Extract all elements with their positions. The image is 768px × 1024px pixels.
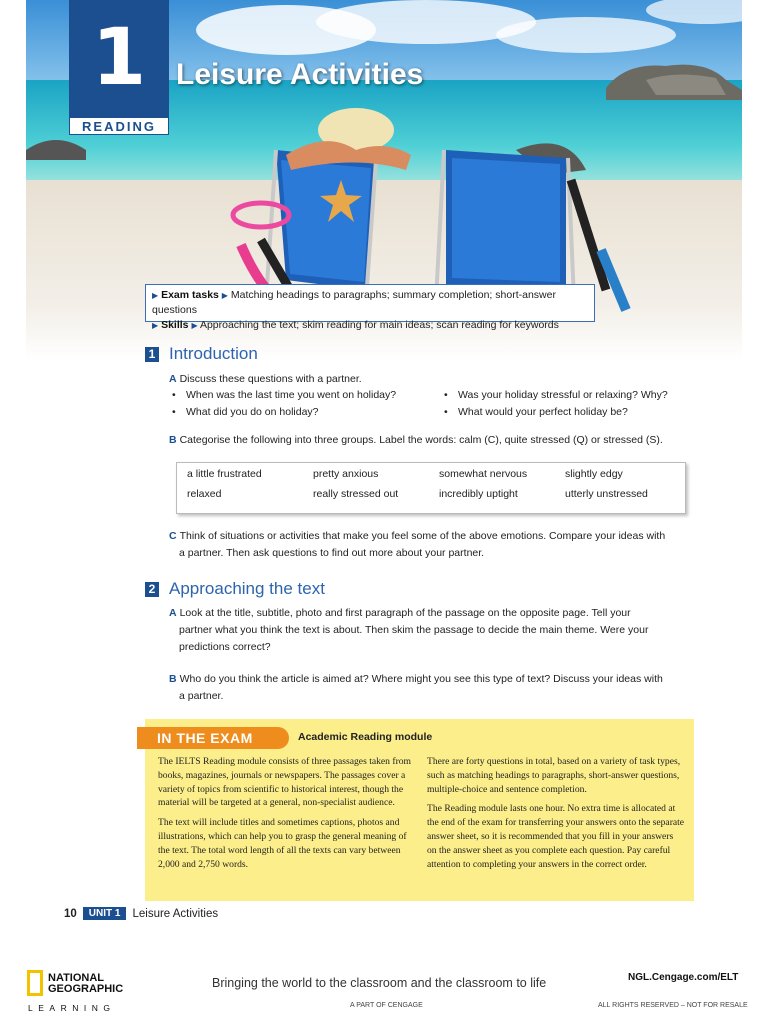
word-item: a little frustrated [187, 468, 262, 480]
rights-note: ALL RIGHTS RESERVED – NOT FOR RESALE [598, 1002, 748, 1009]
word-box [176, 462, 686, 514]
exercise-text-line: Who do you think the article is aimed at? Where might you see this type of text? Discuss your ideas with [179, 673, 663, 685]
exercise-text-line: predictions correct? [179, 641, 271, 653]
section-heading-approaching [145, 579, 325, 599]
exercise-2a [169, 605, 648, 656]
exercise-letter: C [169, 530, 177, 542]
brand-tagline: Bringing the world to the classroom and the classroom to life [212, 976, 547, 990]
exam-column-right [427, 755, 685, 877]
exercise-text-line: partner what you think the text is about. Then skim the passage to decide the main theme. Were your [179, 624, 649, 636]
triangle-arrow-icon: ▶ [152, 321, 159, 330]
list-item: • Was your holiday stressful or relaxing? Why? [442, 387, 668, 404]
exercise-letter: B [169, 434, 177, 446]
triangle-arrow-icon: ▶ [152, 291, 159, 300]
footer-unit-title: Leisure Activities [132, 907, 219, 920]
skills-label: Skills [161, 319, 189, 331]
triangle-arrow-icon: ▶ [191, 321, 198, 330]
question-list-right [442, 387, 668, 421]
exam-tasks-label: Exam tasks [161, 289, 219, 301]
exercise-2b [169, 671, 663, 705]
national-geographic-logo-icon [27, 970, 43, 996]
exercise-1a [169, 371, 362, 388]
exercise-text-line: a partner. Then ask questions to find out more about your partner. [179, 547, 485, 559]
unit-number-box [69, 0, 169, 135]
exam-paragraph: There are forty questions in total, based on a variety of task types, such as matching headings to paragraphs, short-answer questions, multiple-choice and sentence completion. [427, 756, 681, 795]
exercise-text: Categorise the following into three groups. Label the words: calm (C), quite stressed (Q) or stressed (S). [179, 434, 663, 446]
word-item: utterly unstressed [565, 488, 648, 500]
word-item: slightly edgy [565, 468, 623, 480]
brand-learning: LEARNING [28, 1003, 116, 1013]
unit-badge: UNIT 1 [83, 907, 127, 920]
exam-tasks-text: Matching headings to paragraphs; summary completion; short-answer questions [152, 289, 556, 316]
exam-tasks-line [152, 288, 588, 318]
word-item: pretty anxious [313, 468, 379, 480]
skills-text: Approaching the text; skim reading for main ideas; scan reading for keywords [199, 319, 559, 331]
exam-paragraph: The text will include titles and sometimes captions, photos and illustrations, which can help you to grasp the general meaning of the text. The total word length of all the texts can vary between 2,000 and 2,750 words. [158, 817, 407, 870]
brand-line: NATIONAL [48, 972, 105, 984]
exam-column-left [158, 755, 418, 877]
section-title: Introduction [169, 344, 258, 363]
section-number: 2 [145, 582, 159, 597]
exercise-letter: B [169, 673, 177, 685]
word-item: really stressed out [313, 488, 399, 500]
brand-line: GEOGRAPHIC [48, 983, 124, 995]
question-list-left [170, 387, 396, 421]
skills-line [152, 318, 588, 333]
list-item: • When was the last time you went on holiday? [170, 387, 396, 404]
triangle-arrow-icon: ▶ [221, 291, 228, 300]
exam-tab-label: IN THE EXAM [137, 727, 289, 749]
section-number: 1 [145, 347, 159, 362]
list-item: • What would your perfect holiday be? [442, 404, 668, 421]
exercise-letter: A [169, 373, 177, 385]
exam-paragraph: The IELTS Reading module consists of three passages taken from books, magazines, journals or newspapers. The passages cover a variety of topics from scientific to historical interest, though the material will be targeted at a general, non-specialist audience. [158, 756, 412, 809]
exercise-text-line: a partner. [179, 690, 224, 702]
exam-paragraph: The Reading module lasts one hour. No extra time is allocated at the end of the exam for transferring your answers onto the separate answer sheet, so it is recommended that you fill in your answers on the answer sheet as you complete each question. Pay careful attention to completing your answers in the correct order. [427, 803, 685, 870]
exercise-text-line: Think of situations or activities that make you feel some of the above emotions. Compare your ideas with [179, 530, 666, 542]
brand-name [48, 973, 123, 995]
exercise-text: Discuss these questions with a partner. [179, 373, 362, 385]
page-number: 10 [64, 907, 77, 920]
cengage-note: A PART OF CENGAGE [350, 1002, 423, 1009]
word-item: somewhat nervous [439, 468, 528, 480]
page-title: Leisure Activities [176, 58, 424, 91]
unit-number: 1 [91, 13, 147, 103]
exercise-text-line: Look at the title, subtitle, photo and first paragraph of the passage on the opposite page. Tell your [179, 607, 631, 619]
exam-subtitle: Academic Reading module [298, 731, 433, 743]
section-heading-introduction [145, 344, 258, 364]
section-tag: READING [69, 117, 169, 135]
page-footer [64, 907, 218, 920]
exercise-1c [169, 528, 665, 562]
word-item: relaxed [187, 488, 222, 500]
exercise-1b [169, 432, 663, 449]
website-link[interactable]: NGL.Cengage.com/ELT [628, 972, 739, 983]
list-item: • What did you do on holiday? [170, 404, 396, 421]
exercise-letter: A [169, 607, 177, 619]
word-item: incredibly uptight [439, 488, 518, 500]
exam-skills-box [145, 284, 595, 331]
section-title: Approaching the text [169, 579, 325, 598]
